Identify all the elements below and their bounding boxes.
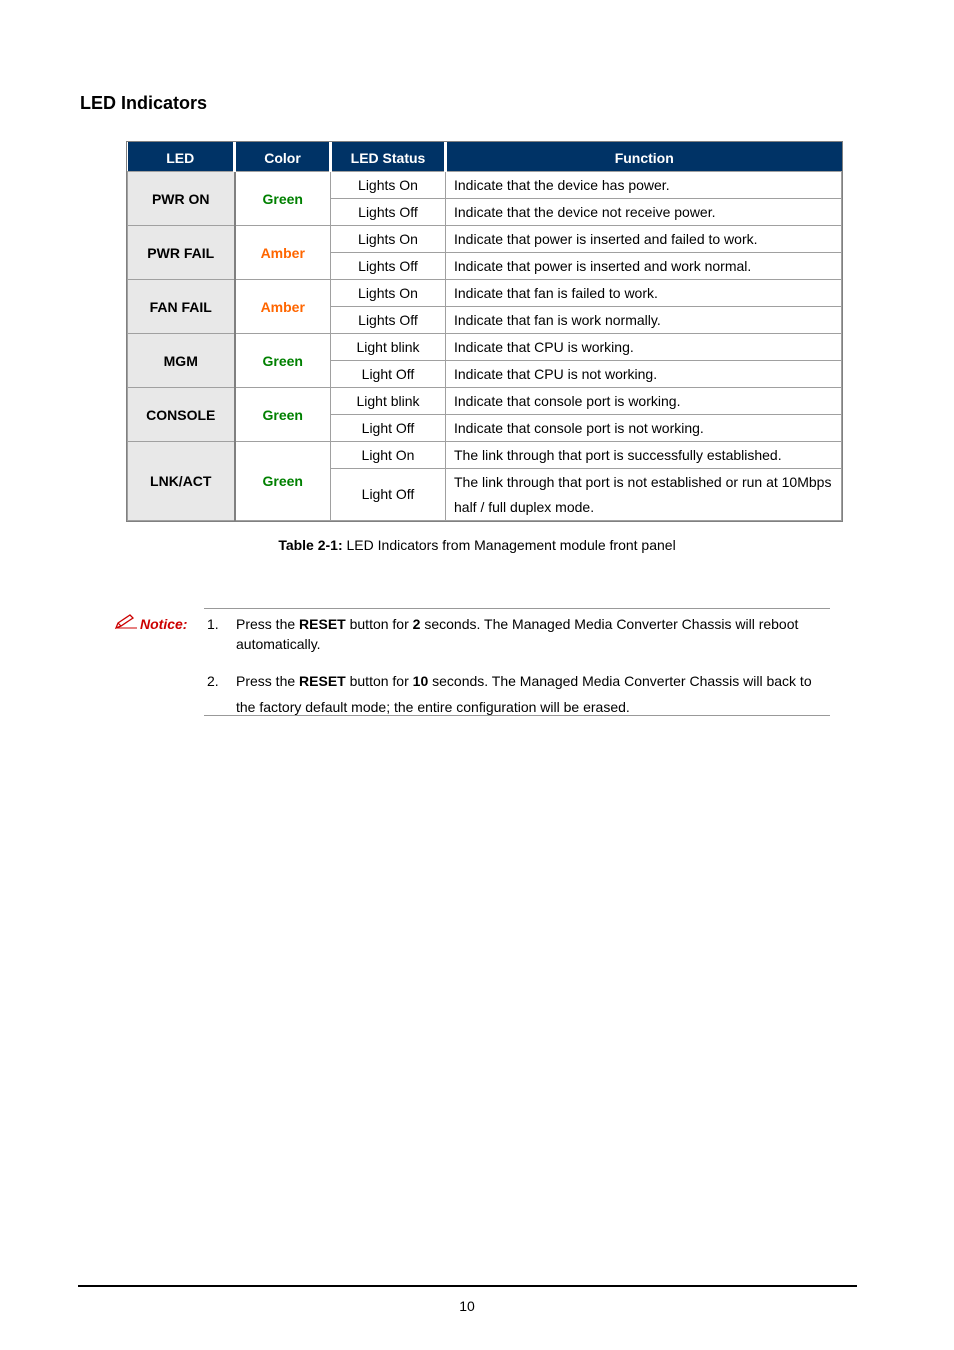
- led-name-cell: MGM: [128, 334, 235, 388]
- led-status-cell: Lights On: [331, 280, 446, 307]
- led-status-cell: Lights On: [331, 172, 446, 199]
- led-function-cell: Indicate that CPU is not working.: [446, 361, 842, 388]
- led-status-cell: Light blink: [331, 388, 446, 415]
- notice-item-text: Press the RESET button for 10 seconds. The Managed Media Converter Chassis will back to the factory default mode; the entire configuration will be erased.: [236, 673, 812, 715]
- led-name-cell: CONSOLE: [128, 388, 235, 442]
- led-status-cell: Lights Off: [331, 307, 446, 334]
- table-caption: [0, 537, 954, 553]
- led-color-cell: Green: [235, 172, 331, 226]
- led-color-cell: Green: [235, 334, 331, 388]
- led-function-cell: Indicate that power is inserted and failed to work.: [446, 226, 842, 253]
- led-function-cell: Indicate that the device not receive power.: [446, 199, 842, 226]
- table-body: [128, 172, 842, 521]
- led-function-cell: Indicate that fan is failed to work.: [446, 280, 842, 307]
- notice-label-text: Notice:: [140, 615, 188, 632]
- led-status-cell: Light Off: [331, 469, 446, 521]
- pencil-icon: [114, 614, 138, 633]
- led-status-cell: Light blink: [331, 334, 446, 361]
- header-function: Function: [446, 143, 842, 172]
- led-name-cell: PWR ON: [128, 172, 235, 226]
- table-row: [128, 280, 842, 307]
- led-color-cell: Green: [235, 388, 331, 442]
- table-header-row: [128, 143, 842, 172]
- led-status-cell: Light Off: [331, 361, 446, 388]
- led-color-cell: Amber: [235, 226, 331, 280]
- led-status-cell: Light Off: [331, 415, 446, 442]
- led-function-cell: Indicate that console port is working.: [446, 388, 842, 415]
- notice-item-text: Press the RESET button for 2 seconds. The Managed Media Converter Chassis will reboot automatically.: [236, 616, 799, 652]
- led-status-cell: Light On: [331, 442, 446, 469]
- led-indicator-table: [127, 142, 842, 521]
- led-function-cell: Indicate that CPU is working.: [446, 334, 842, 361]
- notice-item-number: 2.: [207, 673, 219, 689]
- notice-item-number: 1.: [207, 616, 219, 632]
- led-function-cell: Indicate that console port is not working.: [446, 415, 842, 442]
- header-color: Color: [235, 143, 331, 172]
- header-led-status: LED Status: [331, 143, 446, 172]
- led-function-cell: Indicate that the device has power.: [446, 172, 842, 199]
- section-title: LED Indicators: [80, 93, 208, 113]
- led-status-cell: Lights Off: [331, 199, 446, 226]
- caption-label: Table 2-1:: [278, 537, 343, 553]
- led-name-cell: LNK/ACT: [128, 442, 235, 521]
- notice-box: [204, 608, 830, 716]
- led-status-cell: Lights Off: [331, 253, 446, 280]
- table-row: [128, 442, 842, 469]
- footer-rule: [78, 1285, 857, 1287]
- led-name-cell: PWR FAIL: [128, 226, 235, 280]
- table-row: [128, 172, 842, 199]
- table-row: [128, 334, 842, 361]
- table-row: [128, 388, 842, 415]
- header-led: LED: [128, 143, 235, 172]
- led-color-cell: Amber: [235, 280, 331, 334]
- led-function-cell: The link through that port is not established or run at 10Mbps half / full duplex mode.: [446, 469, 842, 521]
- led-status-cell: Lights On: [331, 226, 446, 253]
- led-function-cell: Indicate that fan is work normally.: [446, 307, 842, 334]
- led-function-cell: Indicate that power is inserted and work normal.: [446, 253, 842, 280]
- table-row: [128, 226, 842, 253]
- led-name-cell: FAN FAIL: [128, 280, 235, 334]
- notice-label: [114, 614, 187, 633]
- led-function-cell: The link through that port is successfully established.: [446, 442, 842, 469]
- led-color-cell: Green: [235, 442, 331, 521]
- caption-text: LED Indicators from Management module front panel: [342, 537, 676, 553]
- page-number: 10: [459, 1298, 475, 1314]
